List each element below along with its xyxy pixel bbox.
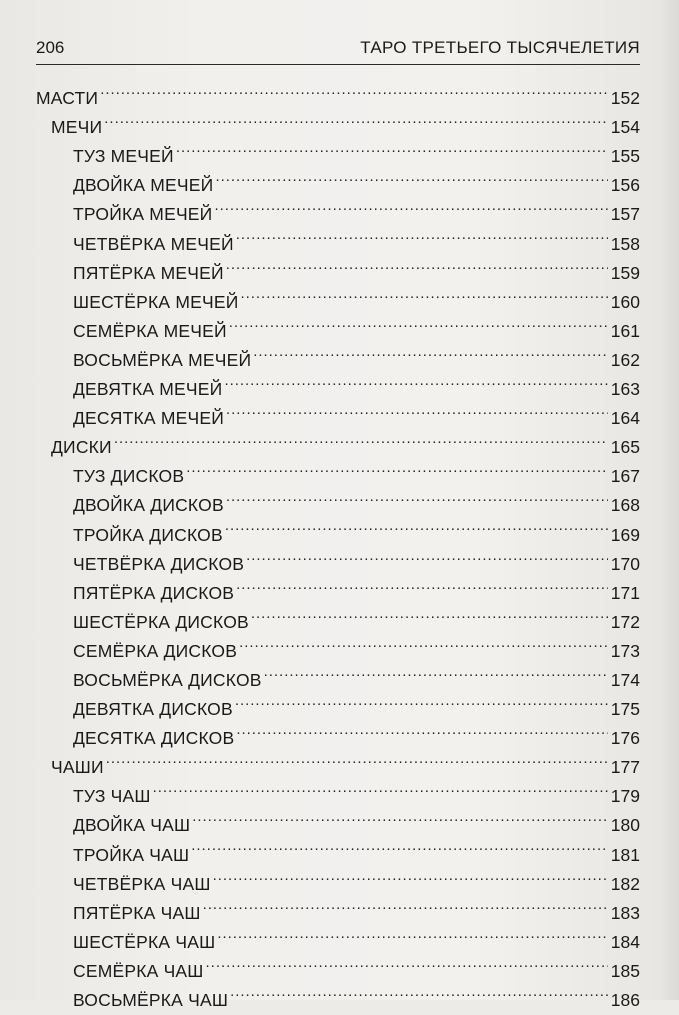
toc-entry-title: МАСТИ (36, 88, 99, 109)
toc-entry-page: 157 (610, 204, 640, 225)
toc-entry-page: 167 (610, 466, 640, 487)
dot-leader (230, 977, 608, 1006)
toc-entry-title: МЕЧИ (51, 117, 103, 138)
toc-entry-page: 182 (610, 873, 640, 894)
toc-entry-page: 174 (610, 669, 640, 690)
toc-entry-page: 154 (610, 117, 640, 138)
dot-leader (251, 599, 608, 628)
toc-entry (36, 104, 640, 138)
toc-entry-page: 185 (610, 960, 640, 981)
toc-entry-title: ТРОЙКА ЧАШ (73, 844, 190, 865)
dot-leader (192, 802, 608, 831)
dot-leader (225, 511, 608, 540)
toc-entry-title: ТРОЙКА МЕЧЕЙ (73, 204, 213, 225)
toc-entry-title: СЕМЁРКА МЕЧЕЙ (73, 320, 227, 341)
toc-entry-page: 162 (610, 349, 640, 370)
dot-leader (104, 104, 608, 133)
toc-entry-title: ШЕСТЁРКА ДИСКОВ (73, 611, 249, 632)
toc-entry-title: ВОСЬМЁРКА МЕЧЕЙ (73, 349, 252, 370)
toc-entry-title: ПЯТЁРКА МЕЧЕЙ (73, 262, 224, 283)
dot-leader (235, 686, 608, 715)
dot-leader (191, 831, 608, 860)
page-edge-shadow (661, 0, 679, 1000)
toc-entry (36, 133, 640, 167)
dot-leader (153, 773, 608, 802)
toc-entry-title: ДВОЙКА МЕЧЕЙ (73, 175, 214, 196)
toc-entry-title: СЕМЁРКА ДИСКОВ (73, 640, 238, 661)
toc-entry-page: 180 (610, 815, 640, 836)
toc-entry (36, 75, 640, 109)
toc-entry-title: ПЯТЁРКА ЧАШ (73, 902, 201, 923)
dot-leader (239, 628, 608, 657)
toc-entry-title: ДИСКИ (51, 437, 112, 458)
page-number: 206 (36, 38, 65, 57)
toc-entry-page: 169 (610, 524, 640, 545)
dot-leader (236, 570, 608, 599)
dot-leader (253, 337, 608, 366)
dot-leader (186, 453, 608, 482)
toc-entry-title: ЧЕТВЁРКА ЧАШ (73, 873, 211, 894)
toc-entry-page: 159 (610, 262, 640, 283)
dot-leader (214, 191, 607, 220)
toc-entry-page: 173 (610, 640, 640, 661)
dot-leader (226, 250, 608, 279)
toc-entry-page: 160 (610, 291, 640, 312)
toc-entry (36, 773, 640, 807)
toc-entry-page: 186 (610, 990, 640, 1010)
toc-entry-title: ДВОЙКА ЧАШ (73, 815, 191, 836)
toc-entry-title: ЧЕТВЁРКА МЕЧЕЙ (73, 233, 234, 254)
dot-leader (226, 482, 608, 511)
toc-entry-title: ДЕСЯТКА ДИСКОВ (73, 728, 235, 749)
toc-entry-page: 179 (610, 786, 640, 807)
dot-leader (264, 657, 608, 686)
dot-leader (106, 744, 608, 773)
toc-entry-page: 155 (610, 146, 640, 167)
toc-entry-page: 152 (610, 88, 640, 109)
dot-leader (246, 541, 608, 570)
toc-entry-page: 165 (610, 437, 640, 458)
toc-entry-page: 168 (610, 495, 640, 516)
dot-leader (213, 861, 608, 890)
toc-entry-title: ВОСЬМЁРКА ЧАШ (73, 990, 229, 1010)
toc-entry-title: ТРОЙКА ДИСКОВ (73, 524, 223, 545)
dot-leader (176, 133, 608, 162)
toc-entry-page: 170 (610, 553, 640, 574)
toc-entry (36, 424, 640, 458)
toc-entry-page: 164 (610, 408, 640, 429)
dot-leader (229, 308, 608, 337)
toc-entry-page: 184 (610, 931, 640, 952)
toc-entry-title: ДВОЙКА ДИСКОВ (73, 495, 224, 516)
toc-entry-page: 156 (610, 175, 640, 196)
dot-leader (100, 75, 608, 104)
dot-leader (224, 366, 607, 395)
toc-entry-page: 176 (610, 728, 640, 749)
dot-leader (236, 715, 607, 744)
toc-entry (36, 453, 640, 487)
table-of-contents (36, 75, 640, 1010)
dot-leader (206, 948, 608, 977)
toc-entry-page: 171 (610, 582, 640, 603)
toc-entry-title: ДЕСЯТКА МЕЧЕЙ (73, 408, 224, 429)
dot-leader (226, 395, 608, 424)
toc-entry-title: ШЕСТЁРКА ЧАШ (73, 931, 216, 952)
toc-entry-page: 177 (610, 757, 640, 778)
running-header (36, 36, 640, 60)
toc-entry-title: ЧЕТВЁРКА ДИСКОВ (73, 553, 245, 574)
toc-entry-page: 158 (610, 233, 640, 254)
toc-entry-title: ТУЗ МЕЧЕЙ (73, 146, 174, 167)
dot-leader (236, 220, 608, 249)
toc-entry (36, 744, 640, 778)
dot-leader (241, 279, 608, 308)
dot-leader (203, 890, 608, 919)
toc-entry-page: 181 (610, 844, 640, 865)
toc-entry-title: ПЯТЁРКА ДИСКОВ (73, 582, 235, 603)
dot-leader (217, 919, 607, 948)
toc-entry-title: ДЕВЯТКА МЕЧЕЙ (73, 379, 223, 400)
toc-entry-page: 161 (610, 320, 640, 341)
toc-entry-page: 183 (610, 902, 640, 923)
toc-entry-title: СЕМЁРКА ЧАШ (73, 960, 204, 981)
toc-entry-title: ВОСЬМЁРКА ДИСКОВ (73, 669, 262, 690)
book-title: ТАРО ТРЕТЬЕГО ТЫСЯЧЕЛЕТИЯ (360, 38, 640, 57)
toc-entry-title: ШЕСТЁРКА МЕЧЕЙ (73, 291, 239, 312)
header-rule (36, 64, 640, 65)
toc-entry-title: ДЕВЯТКА ДИСКОВ (73, 699, 233, 720)
dot-leader (114, 424, 608, 453)
toc-entry-title: ЧАШИ (51, 757, 104, 778)
dot-leader (215, 162, 607, 191)
toc-entry-title: ТУЗ ДИСКОВ (73, 466, 185, 487)
toc-entry-page: 172 (610, 611, 640, 632)
toc-entry-page: 163 (610, 379, 640, 400)
toc-entry-title: ТУЗ ЧАШ (73, 786, 151, 807)
toc-entry-page: 175 (610, 699, 640, 720)
